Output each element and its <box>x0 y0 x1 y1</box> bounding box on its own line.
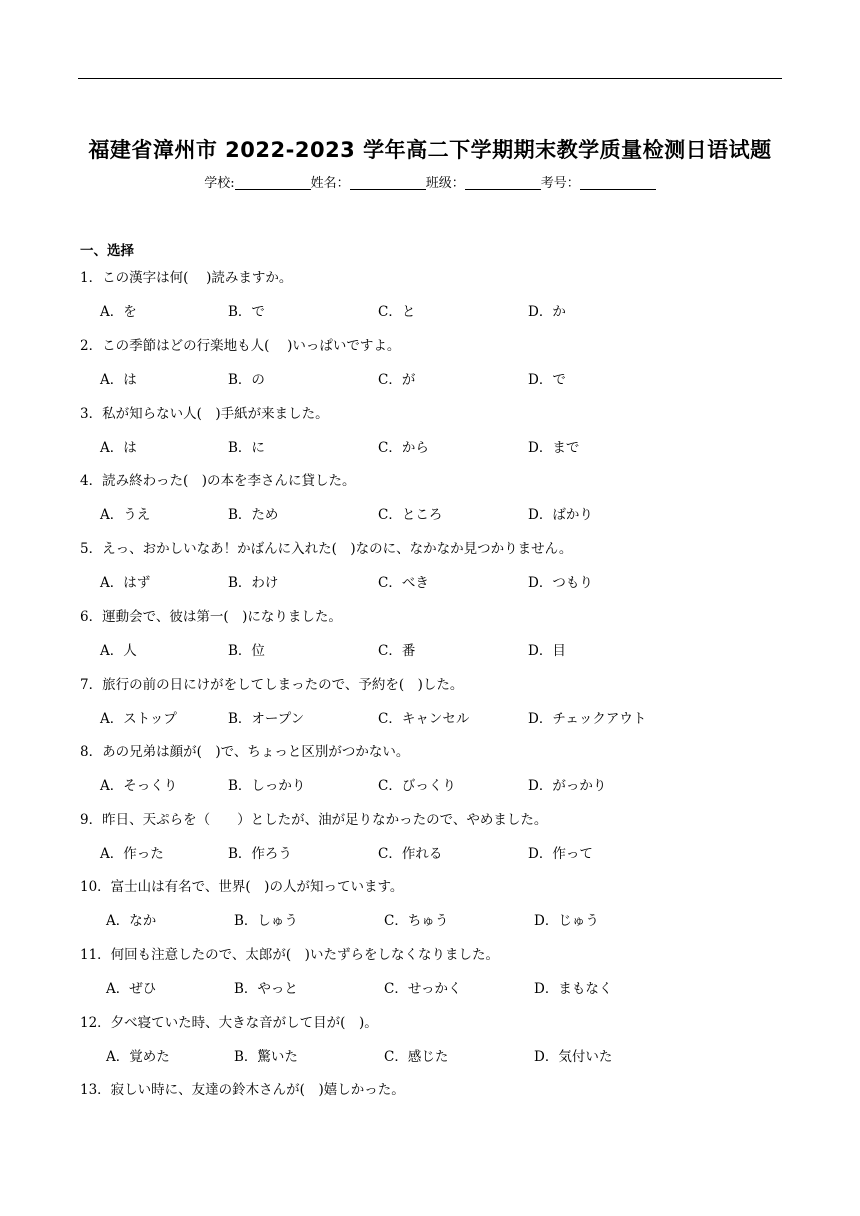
question-stem: 3．私が知らない人( )手紙が来ました。 <box>80 406 329 422</box>
option-a[interactable]: A．は <box>100 372 137 388</box>
option-c[interactable]: C．ちゅう <box>384 913 449 929</box>
option-b[interactable]: B．で <box>228 304 265 320</box>
option-a[interactable]: A．人 <box>100 643 137 659</box>
question-stem: 10．富士山は有名で、世界( )の人が知っています。 <box>80 879 404 895</box>
options-row <box>100 776 760 796</box>
options-row <box>106 911 766 931</box>
header-rule <box>78 78 782 79</box>
class-blank[interactable] <box>465 175 541 190</box>
question-stem: 11．何回も注意したので、太郎が( )いたずらをしなくなりました。 <box>80 947 499 963</box>
exam-number-label: 考号： <box>540 176 580 191</box>
option-c[interactable]: C．べき <box>378 575 429 591</box>
option-c[interactable]: C．感じた <box>384 1049 449 1065</box>
option-b[interactable]: B．作ろう <box>228 846 292 862</box>
option-a[interactable]: A．そっくり <box>100 778 178 794</box>
option-d[interactable]: D．か <box>528 304 566 320</box>
options-row <box>106 979 766 999</box>
name-label: 姓名： <box>310 176 350 191</box>
option-d[interactable]: D．まもなく <box>534 981 613 997</box>
option-b[interactable]: B．ため <box>228 507 279 523</box>
option-c[interactable]: C．びっくり <box>378 778 456 794</box>
option-b[interactable]: B．しっかり <box>228 778 306 794</box>
options-row <box>100 370 760 390</box>
option-a[interactable]: A．うえ <box>100 507 151 523</box>
option-c[interactable]: C．ところ <box>378 507 443 523</box>
option-a[interactable]: A．なか <box>106 913 157 929</box>
option-b[interactable]: B．わけ <box>228 575 279 591</box>
option-d[interactable]: D．つもり <box>528 575 593 591</box>
options-row <box>100 844 760 864</box>
page-title: 福建省漳州市 2022-2023 学年高二下学期期末教学质量检测日语试题 <box>88 138 772 162</box>
question-stem: 13．寂しい時に、友達の鈴木さんが( )嬉しかった。 <box>80 1082 405 1098</box>
options-row <box>106 1047 766 1067</box>
option-a[interactable]: A．は <box>100 440 137 456</box>
exam-number-blank[interactable] <box>580 175 656 190</box>
option-d[interactable]: D．まで <box>528 440 580 456</box>
option-d[interactable]: D．じゅう <box>534 913 599 929</box>
option-b[interactable]: B．オープン <box>228 711 305 727</box>
options-row <box>100 438 760 458</box>
options-row <box>100 709 760 729</box>
option-b[interactable]: B．しゅう <box>234 913 298 929</box>
option-b[interactable]: B．の <box>228 372 265 388</box>
option-c[interactable]: C．作れる <box>378 846 443 862</box>
name-blank[interactable] <box>350 175 426 190</box>
question-stem: 1．この漢字は何( )読みますか。 <box>80 270 293 286</box>
option-a[interactable]: A．ぜひ <box>106 981 157 997</box>
option-c[interactable]: C．から <box>378 440 429 456</box>
option-d[interactable]: D．で <box>528 372 566 388</box>
option-b[interactable]: B．に <box>228 440 265 456</box>
options-row <box>100 573 760 593</box>
section-title: 一、选择 <box>80 243 134 259</box>
option-c[interactable]: C．せっかく <box>384 981 462 997</box>
option-d[interactable]: D．チェックアウト <box>528 711 647 727</box>
option-c[interactable]: C．と <box>378 304 416 320</box>
question-stem: 8．あの兄弟は顔が( )で、ちょっと区別がつかない。 <box>80 744 410 760</box>
option-b[interactable]: B．位 <box>228 643 265 659</box>
question-stem: 2．この季節はどの行楽地も人( )いっぱいですよ。 <box>80 338 401 354</box>
option-d[interactable]: D．ばかり <box>528 507 593 523</box>
option-c[interactable]: C．が <box>378 372 416 388</box>
option-a[interactable]: A．を <box>100 304 137 320</box>
option-b[interactable]: B．やっと <box>234 981 298 997</box>
options-row <box>100 505 760 525</box>
option-d[interactable]: D．気付いた <box>534 1049 613 1065</box>
question-stem: 6．運動会で、彼は第一( )になりました。 <box>80 609 342 625</box>
option-c[interactable]: C．キャンセル <box>378 711 470 727</box>
question-stem: 9．昨日、天ぷらを（ ）としたが、油が足りなかったので、やめました。 <box>80 812 548 828</box>
school-label: 学校: <box>204 176 235 191</box>
options-row <box>100 302 760 322</box>
option-a[interactable]: A．覚めた <box>106 1049 170 1065</box>
option-b[interactable]: B．驚いた <box>234 1049 298 1065</box>
options-row <box>100 641 760 661</box>
option-a[interactable]: A．作った <box>100 846 164 862</box>
school-blank[interactable] <box>235 175 311 190</box>
option-a[interactable]: A．はず <box>100 575 151 591</box>
question-stem: 4．読み終わった( )の本を李さんに貸した。 <box>80 473 356 489</box>
class-label: 班级： <box>425 176 465 191</box>
option-c[interactable]: C．番 <box>378 643 416 659</box>
option-a[interactable]: A．ストップ <box>100 711 177 727</box>
question-stem: 12．夕べ寝ていた時、大きな音がして目が( )。 <box>80 1015 378 1031</box>
student-info-line <box>0 174 860 194</box>
option-d[interactable]: D．がっかり <box>528 778 607 794</box>
question-stem: 7．旅行の前の日にけがをしてしまったので、予約を( )した。 <box>80 677 464 693</box>
option-d[interactable]: D．目 <box>528 643 566 659</box>
option-d[interactable]: D．作って <box>528 846 593 862</box>
question-stem: 5．えっ、おかしいなあ！かばんに入れた( )なのに、なかなか見つかりません。 <box>80 541 573 557</box>
